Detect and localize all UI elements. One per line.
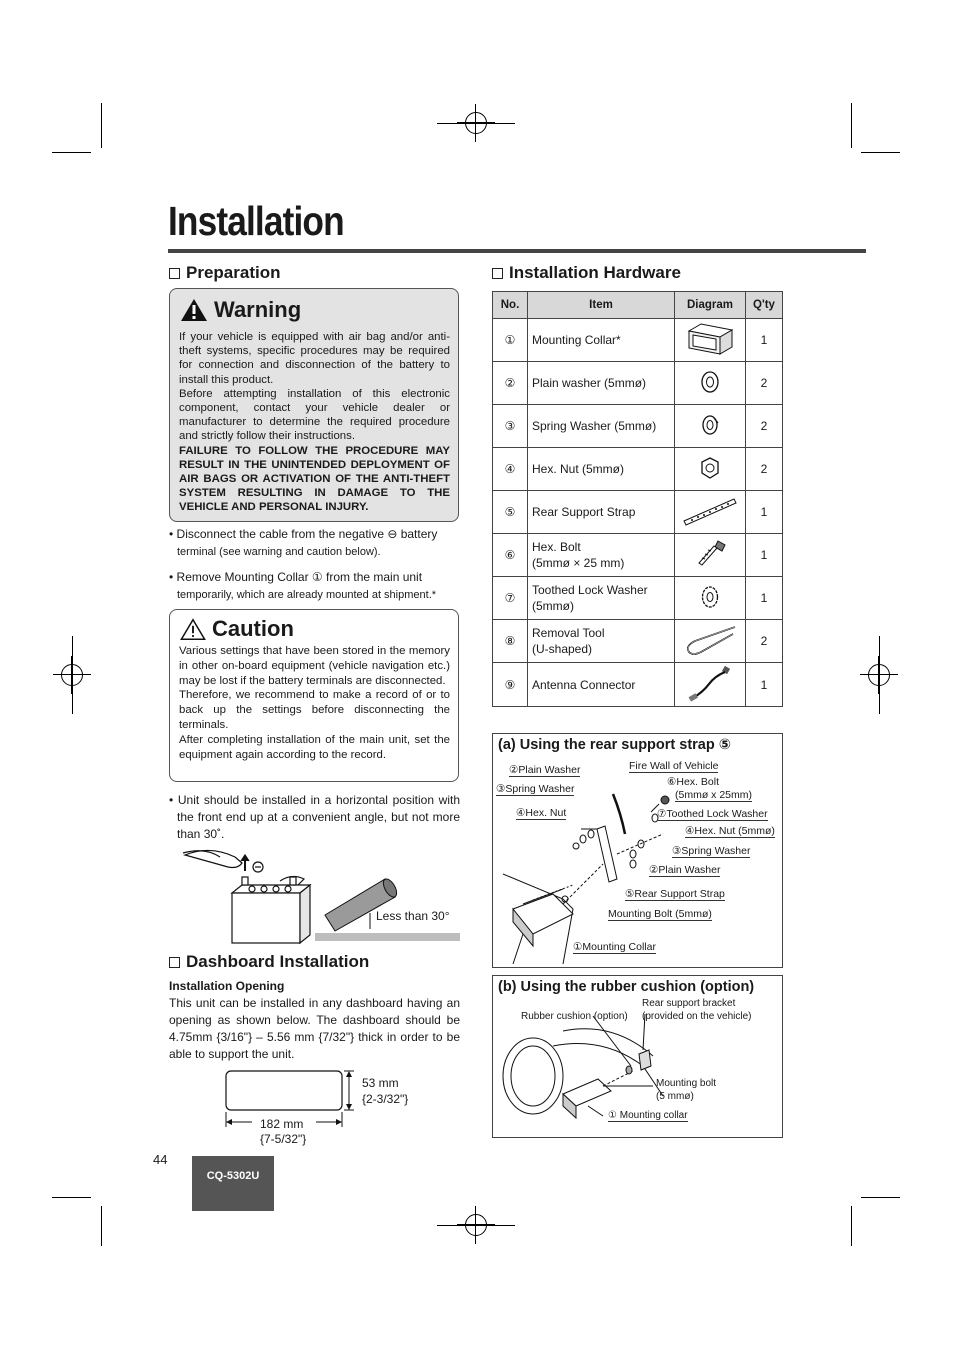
- bullet-horizontal: [169, 792, 460, 843]
- row-qty: 2: [746, 620, 783, 663]
- crop-mark: [861, 1197, 900, 1198]
- label-rear-bracket: Rear support bracket: [642, 998, 736, 1009]
- row-diagram: [675, 491, 746, 534]
- row-diagram: [675, 405, 746, 448]
- row-qty: 2: [746, 405, 783, 448]
- row-no: ①: [493, 319, 528, 362]
- row-item: Hex. Nut (5mmø): [528, 448, 675, 491]
- page-title: Installation: [168, 198, 344, 244]
- opening-height-in: {2-3/32"}: [362, 1092, 409, 1106]
- warning-paragraph: Before attempting installation of this electronic component, contact your vehicle dealer or manufacturer to determine the required procedure and strictly follow their instructions.: [179, 387, 450, 443]
- table-row: [493, 448, 783, 491]
- angle-label: Less than 30°: [376, 909, 450, 923]
- reg-line: [72, 636, 73, 714]
- warning-triangle-icon: [180, 298, 208, 322]
- battery-icon: [183, 850, 310, 943]
- row-diagram: [675, 319, 746, 362]
- row-item-text: Toothed Lock Washer (5mmø): [532, 583, 648, 613]
- hex-nut-icon: [695, 453, 725, 483]
- caution-body: [179, 644, 450, 762]
- caution-paragraph: Therefore, we recommend to make a record of or to back up the settings before disconnecting the terminals.: [179, 689, 450, 731]
- opening-width-mm: 182 mm: [260, 1117, 304, 1131]
- label-plain-washer-right: ②Plain Washer: [649, 864, 721, 876]
- label-mounting-bolt-size: (5 mmø): [656, 1091, 694, 1102]
- label-spring-washer-right: ③Spring Washer: [672, 845, 751, 857]
- bullet-text: temporarily, which are already mounted at shipment.*: [177, 589, 437, 601]
- row-no: ⑨: [493, 663, 528, 707]
- title-divider: [168, 249, 866, 253]
- caution-paragraph: Various settings that have been stored in the memory in other on-board equipment (vehicle navigation etc.) may be lost if the battery terminals are disconnected.: [179, 645, 450, 687]
- table-row: [493, 319, 783, 362]
- row-qty: 1: [746, 534, 783, 577]
- table-row: [493, 491, 783, 534]
- label-toothed-washer: ⑦Toothed Lock Washer: [657, 808, 768, 820]
- row-diagram: [675, 362, 746, 405]
- crop-mark: [52, 1197, 91, 1198]
- table-row: [493, 405, 783, 448]
- label-fire-wall: Fire Wall of Vehicle: [629, 760, 719, 772]
- warning-emphasis: FAILURE TO FOLLOW THE PROCEDURE MAY RESULT IN THE UNINTENDED DEPLOYMENT OF AIR BAGS OR ACTIVATION OF THE ANTI-THEFT SYSTEM RESULTING IN DAMAGE TO THE VEHICLE AND PERSONAL INJURY.: [179, 444, 450, 514]
- col-header-item: Item: [528, 292, 675, 319]
- row-qty: 1: [746, 319, 783, 362]
- label-mounting-bolt: Mounting bolt: [656, 1078, 717, 1089]
- crop-mark: [851, 1206, 852, 1246]
- table-row: [493, 534, 783, 577]
- row-item-text: Hex. Bolt (5mmø × 25 mm): [532, 540, 625, 570]
- lock-washer-icon: [695, 582, 725, 612]
- warning-paragraph: If your vehicle is equipped with air bag and/or anti-theft systems, specific procedures may be required for connection and disconnection of the battery to install this product.: [179, 331, 450, 386]
- row-item: Spring Washer (5mmø): [528, 405, 675, 448]
- row-qty: 1: [746, 663, 783, 707]
- dashboard-heading-text: Dashboard Installation: [186, 952, 370, 971]
- support-strap-icon: [680, 493, 740, 529]
- row-item: Rear Support Strap: [528, 491, 675, 534]
- row-item: Mounting Collar*: [528, 319, 675, 362]
- reg-line: [879, 636, 880, 714]
- row-item: [528, 534, 675, 577]
- table-row: [493, 620, 783, 663]
- hardware-heading: [492, 263, 681, 283]
- row-no: ④: [493, 448, 528, 491]
- figure-b-title: (b) Using the rubber cushion (option): [498, 979, 755, 995]
- preparation-heading: [169, 263, 280, 283]
- caution-title: [180, 616, 294, 642]
- hardware-heading-text: Installation Hardware: [509, 263, 681, 282]
- battery-angle-illustration: [180, 845, 465, 945]
- row-no: ②: [493, 362, 528, 405]
- checkbox-square-icon: [492, 268, 503, 279]
- row-qty: 1: [746, 491, 783, 534]
- bullet-disconnect: [169, 526, 460, 561]
- caution-paragraph: After completing installation of the main unit, set the equipment again according to the record.: [179, 733, 450, 761]
- checkbox-square-icon: [169, 268, 180, 279]
- label-mounting-collar: ①Mounting Collar: [573, 941, 656, 953]
- dashboard-text: This unit can be installed in any dashboard having an opening as shown below. The dashboard should be 4.75mm {3/16"} – 5.56 mm {7/32"} thick in order to be able to support the unit.: [169, 996, 460, 1061]
- caution-box: [169, 609, 459, 782]
- reg-line: [437, 123, 515, 124]
- label-mounting-collar: ① Mounting collar: [608, 1110, 688, 1121]
- dashboard-heading: [169, 952, 369, 972]
- row-qty: 1: [746, 577, 783, 620]
- row-qty: 2: [746, 362, 783, 405]
- crop-mark: [101, 1206, 102, 1246]
- opening-height-mm: 53 mm: [362, 1076, 399, 1090]
- row-item: Antenna Connector: [528, 663, 675, 707]
- row-item: Plain washer (5mmø): [528, 362, 675, 405]
- crop-mark: [52, 152, 91, 153]
- table-row: [493, 577, 783, 620]
- caution-triangle-icon: [180, 618, 206, 641]
- label-rubber-cushion: Rubber cushion (option): [521, 1011, 628, 1022]
- removal-tool-icon: [681, 622, 739, 658]
- mounting-collar-icon: [685, 321, 735, 357]
- figure-rubber-cushion: [492, 975, 783, 1138]
- table-header-row: [493, 292, 783, 319]
- row-item: [528, 577, 675, 620]
- opening-width-in: {7-5/32"}: [260, 1132, 307, 1146]
- crop-mark: [861, 152, 900, 153]
- label-hex-nut-right: ④Hex. Nut (5mmø): [685, 825, 775, 837]
- bullet-text: terminal (see warning and caution below).: [177, 546, 381, 558]
- crop-mark: [101, 103, 102, 148]
- table-row: [493, 663, 783, 707]
- row-item-text: Removal Tool (U-shaped): [532, 626, 605, 656]
- label-hex-nut: ④Hex. Nut: [516, 807, 567, 819]
- figure-rear-strap: [492, 733, 783, 968]
- figure-a-title: (a) Using the rear support strap ⑤: [498, 737, 732, 753]
- bullet-text: • Remove Mounting Collar ① from the main unit: [169, 570, 423, 584]
- col-header-qty: Q'ty: [746, 292, 783, 319]
- spring-washer-icon: [695, 410, 725, 440]
- row-no: ③: [493, 405, 528, 448]
- row-no: ⑦: [493, 577, 528, 620]
- crop-mark: [851, 103, 852, 148]
- row-no: ⑥: [493, 534, 528, 577]
- label-support-strap: ⑤Rear Support Strap: [625, 888, 725, 900]
- row-no: ⑤: [493, 491, 528, 534]
- bullet-text: • Unit should be installed in a horizontal position with the front end up at a convenient angle, but not more than 30˚.: [169, 793, 460, 841]
- caution-title-text: Caution: [212, 616, 294, 641]
- bullet-text: • Disconnect the cable from the negative ⊖ battery: [169, 527, 438, 541]
- label-mounting-bolt: Mounting Bolt (5mmø): [608, 908, 712, 920]
- label-plain-washer: ②Plain Washer: [509, 764, 581, 776]
- row-diagram: [675, 663, 746, 707]
- page-number: 44: [153, 1152, 168, 1167]
- warning-body: [179, 330, 450, 515]
- label-rear-bracket-note: (provided on the vehicle): [642, 1011, 752, 1022]
- installation-opening-subheading: Installation Opening: [169, 979, 285, 993]
- col-header-diagram: Diagram: [675, 292, 746, 319]
- row-qty: 2: [746, 448, 783, 491]
- warning-title-text: Warning: [214, 297, 302, 322]
- label-spring-washer: ③Spring Washer: [496, 783, 575, 795]
- model-label: CQ-5302U: [192, 1156, 274, 1211]
- reg-line: [437, 1225, 515, 1226]
- hardware-table: [492, 291, 783, 707]
- table-row: [493, 362, 783, 405]
- row-no: ⑧: [493, 620, 528, 663]
- label-hex-bolt: ⑥Hex. Bolt: [667, 776, 720, 788]
- row-diagram: [675, 577, 746, 620]
- label-hex-bolt-size: (5mmø x 25mm): [675, 789, 752, 801]
- preparation-heading-text: Preparation: [186, 263, 281, 282]
- warning-box: [169, 288, 459, 522]
- hex-bolt-icon: [690, 537, 730, 571]
- row-diagram: [675, 534, 746, 577]
- col-header-no: No.: [493, 292, 528, 319]
- row-item: [528, 620, 675, 663]
- warning-title: [180, 297, 301, 323]
- checkbox-square-icon: [169, 957, 180, 968]
- antenna-connector-icon: [685, 664, 735, 702]
- row-diagram: [675, 620, 746, 663]
- row-diagram: [675, 448, 746, 491]
- plain-washer-icon: [695, 367, 725, 397]
- bullet-remove-collar: [169, 569, 460, 604]
